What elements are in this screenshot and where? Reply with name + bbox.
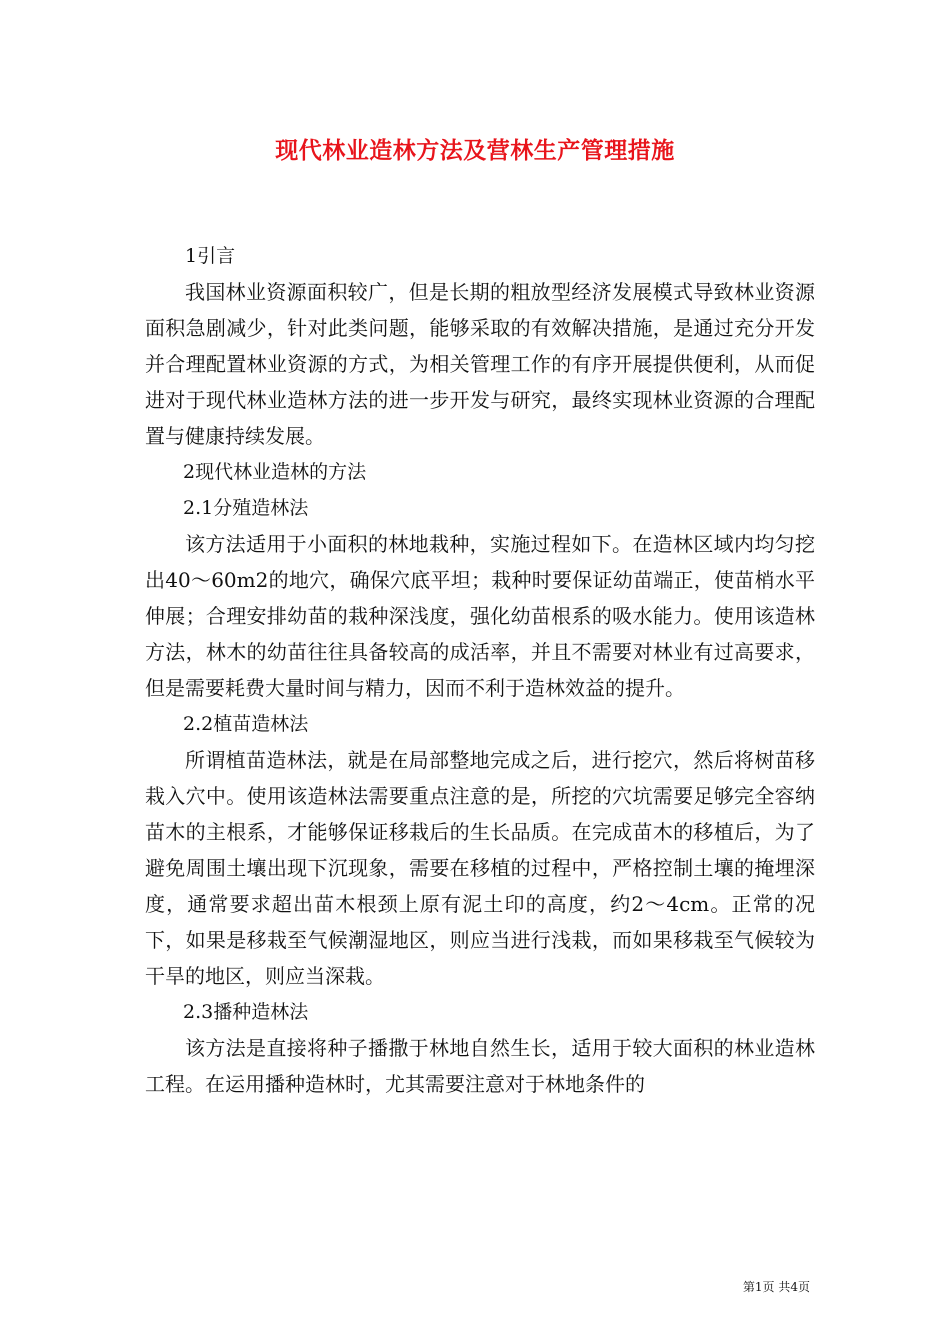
- document-body: [145, 238, 815, 1102]
- subsection-heading-2-2: 2.2植苗造林法: [183, 713, 309, 735]
- page-number-footer: 第1页 共4页: [742, 1280, 810, 1294]
- subsection-heading-2-3: 2.3播种造林法: [183, 1001, 309, 1023]
- paragraph-introduction: 我国林业资源面积较广，但是长期的粗放型经济发展模式导致林业资源面积急剧减少，针对此类问题，能够采取的有效解决措施，是通过充分开发并合理配置林业资源的方式，为相关管理工作的有序开展提供便利，从而促进对于现代林业造林方法的进一步开发与研究，最终实现林业资源的合理配置与健康持续发展。: [145, 280, 815, 448]
- paragraph-2-2: 所谓植苗造林法，就是在局部整地完成之后，进行挖穴，然后将树苗移栽入穴中。使用该造林法需要重点注意的是，所挖的穴坑需要足够完全容纳苗木的主根系，才能够保证移栽后的生长品质。在完成苗木的移植后，为了避免周围土壤出现下沉现象，需要在移植的过程中，严格控制土壤的掩埋深度，通常要求超出苗木根颈上原有泥土印的高度，约2～4cm。正常的况下，如果是移栽至气候潮湿地区，则应当进行浅栽，而如果移栽至气候较为干旱的地区，则应当深栽。: [145, 748, 815, 988]
- section-heading-introduction: 1引言: [185, 245, 236, 267]
- paragraph-2-3: 该方法是直接将种子播撒于林地自然生长，适用于较大面积的林业造林工程。在运用播种造林时，尤其需要注意对于林地条件的: [145, 1036, 815, 1096]
- paragraph-2-1: 该方法适用于小面积的林地栽种，实施过程如下。在造林区域内均匀挖出40～60m2的地穴，确保穴底平坦；栽种时要保证幼苗端正，使苗梢水平伸展；合理安排幼苗的栽种深浅度，强化幼苗根系的吸水能力。使用该造林方法，林木的幼苗往往具备较高的成活率，并且不需要对林业有过高要求，但是需要耗费大量时间与精力，因而不利于造林效益的提升。: [145, 532, 815, 700]
- section-heading-methods: 2现代林业造林的方法: [183, 461, 367, 483]
- page-title: 现代林业造林方法及营林生产管理措施: [275, 137, 675, 164]
- subsection-heading-2-1: 2.1分殖造林法: [183, 497, 309, 519]
